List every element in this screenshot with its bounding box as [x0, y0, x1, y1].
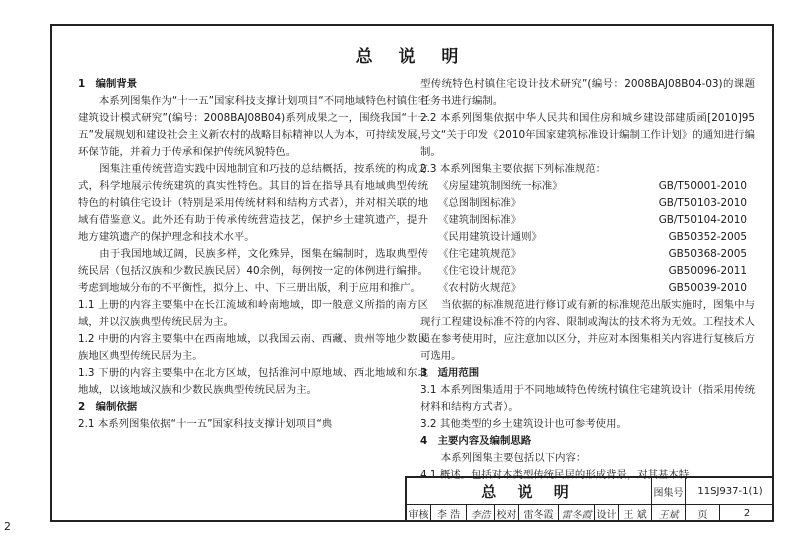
title-block-title: 总 说 明 [407, 478, 652, 504]
page-number: 2 [4, 520, 11, 533]
paragraph: 1.2 中册的内容主要集中在西南地域，以我国云南、西藏、贵州等地少数民族地区典型传统民居为主。 [78, 333, 428, 362]
drawing-frame [50, 24, 774, 522]
standard-row [420, 195, 755, 212]
standard-code: GB/T50001-2010 [658, 180, 747, 192]
standard-code: GB50096-2011 [668, 265, 747, 277]
paragraph: 本系列图集作为“十一五”国家科技支撑计划项目“不同地域特色村镇住宅建筑设计模式研究”(编号：2008BAJ08B04)系列成果之一，围绕我国“十一五”发展规划和建设社会主义新农村的战略目标精神以人为本，可持续发展，环保节能，并着力于传承和保护传统风貌特色。 [78, 95, 428, 158]
paragraph: 4.1 概述。包括对本类型传统民居的形成背景，对其基本特 [420, 469, 690, 481]
atlas-number-label: 图集号 [652, 478, 686, 504]
standard-code: GB50039-2010 [668, 282, 747, 294]
standard-name: 《住宅建筑规范》 [438, 248, 522, 260]
paragraph: 型传统特色村镇住宅设计技术研究”(编号：2008BAJ08B04-03)的课题任务书进行编制。 [420, 78, 755, 107]
designer-name: 王 斌 [619, 504, 652, 522]
paragraph: 1.3 下册的内容主要集中在北方区域，包括淮河中原地域、西北地域和东北地域，以该地域汉族和少数民族典型传统民居为主。 [78, 367, 428, 396]
design-label: 设计 [595, 504, 619, 522]
standard-code: GB/T50103-2010 [658, 197, 747, 209]
standard-row [420, 246, 755, 263]
paragraph: 2.2 本系列图集依据中华人民共和国住房和城乡建设部建质函[2010]95号文“关于印发《2010年国家建筑标准设计编制工作计划》的通知进行编制。 [420, 112, 755, 158]
paragraph: 3.1 本系列图集适用于不同地域特色传统村镇住宅建筑设计（指采用传统材料和结构方式者）。 [420, 384, 755, 413]
standard-name: 《房屋建筑制图统一标准》 [438, 180, 563, 192]
standard-name: 《建筑制图标准》 [438, 214, 522, 226]
standard-code: GB/T50104-2010 [658, 214, 747, 226]
paragraph: 2.3 本系列图集主要依据下列标准规范： [420, 163, 607, 175]
standard-name: 《农村防火规范》 [438, 282, 522, 294]
paragraph: 3.2 其他类型的乡土建筑设计也可参考使用。 [420, 418, 627, 430]
checker-signature: 雷冬霞 [559, 504, 595, 522]
reviewer-signature: 李浩 [467, 504, 495, 522]
standard-code: GB50352-2005 [668, 231, 747, 243]
designer-signature: 王斌 [652, 504, 686, 522]
paragraph: 图集注重传统营造实践中因地制宜和巧技的总结概括，按系统的构成方式，科学地展示传统建筑的真实性特色。其目的旨在指导具有地域典型传统特色的村镇住宅设计（特别是采用传统材料和结构方式者），并对相关联的地域有借鉴意义。此外还有助于传承传统营造技艺，保护乡土建筑遗产，提升地方建筑遗产的保护理念和技术水平。 [78, 163, 428, 243]
standard-name: 《住宅设计规范》 [438, 265, 522, 277]
standard-row [420, 263, 755, 280]
checker-name: 雷冬霞 [519, 504, 559, 522]
section-heading: 3 适用范围 [420, 367, 480, 379]
paragraph: 当依据的标准规范进行修订或有新的标准规范出版实施时，图集中与现行工程建设标准不符的内容、限制或淘汰的技术将为无效。工程技术人员在参考使用时，应注意加以区分，并应对本图集相关内容进行复核后方可选用。 [420, 299, 755, 362]
section-heading: 4 主要内容及编制思路 [420, 435, 532, 447]
paragraph: 由于我国地域辽阔，民族多样，文化殊异，图集在编制时，选取典型传统民居（包括汉族和少数民族民居）40余例，每例按一定的体例进行编排。考虑到地域分布的不平衡性，拟分上、中、下三册出版，利于应用和推广。 [78, 248, 428, 294]
title-block [405, 476, 774, 522]
page-label: 页 [686, 504, 720, 522]
standard-name: 《民用建筑设计通则》 [438, 231, 542, 243]
atlas-number: 11SJ937-1(1) [697, 485, 763, 497]
standard-code: GB50368-2005 [668, 248, 747, 260]
page-title: 总 说 明 [355, 47, 469, 67]
paragraph: 本系列图集主要包括以下内容： [420, 452, 587, 464]
left-column [78, 76, 428, 433]
section-heading: 2 编制依据 [78, 401, 138, 413]
review-label: 审核 [407, 504, 431, 522]
standard-row [420, 212, 755, 229]
check-label: 校对 [495, 504, 519, 522]
paragraph: 2.1 本系列图集依据“十一五”国家科技支撑计划项目“典 [78, 418, 333, 430]
sheet-page-number: 2 [743, 507, 751, 519]
right-column [420, 76, 755, 484]
standard-row [420, 229, 755, 246]
standard-name: 《总图制图标准》 [438, 197, 522, 209]
paragraph: 1.1 上册的内容主要集中在长江流域和岭南地域，即一般意义所指的南方区域，并以汉族典型传统民居为主。 [78, 299, 428, 328]
reviewer-name: 李 浩 [431, 504, 467, 522]
standard-row [420, 280, 755, 297]
standard-row [420, 178, 755, 195]
section-heading: 1 编制背景 [78, 78, 138, 90]
